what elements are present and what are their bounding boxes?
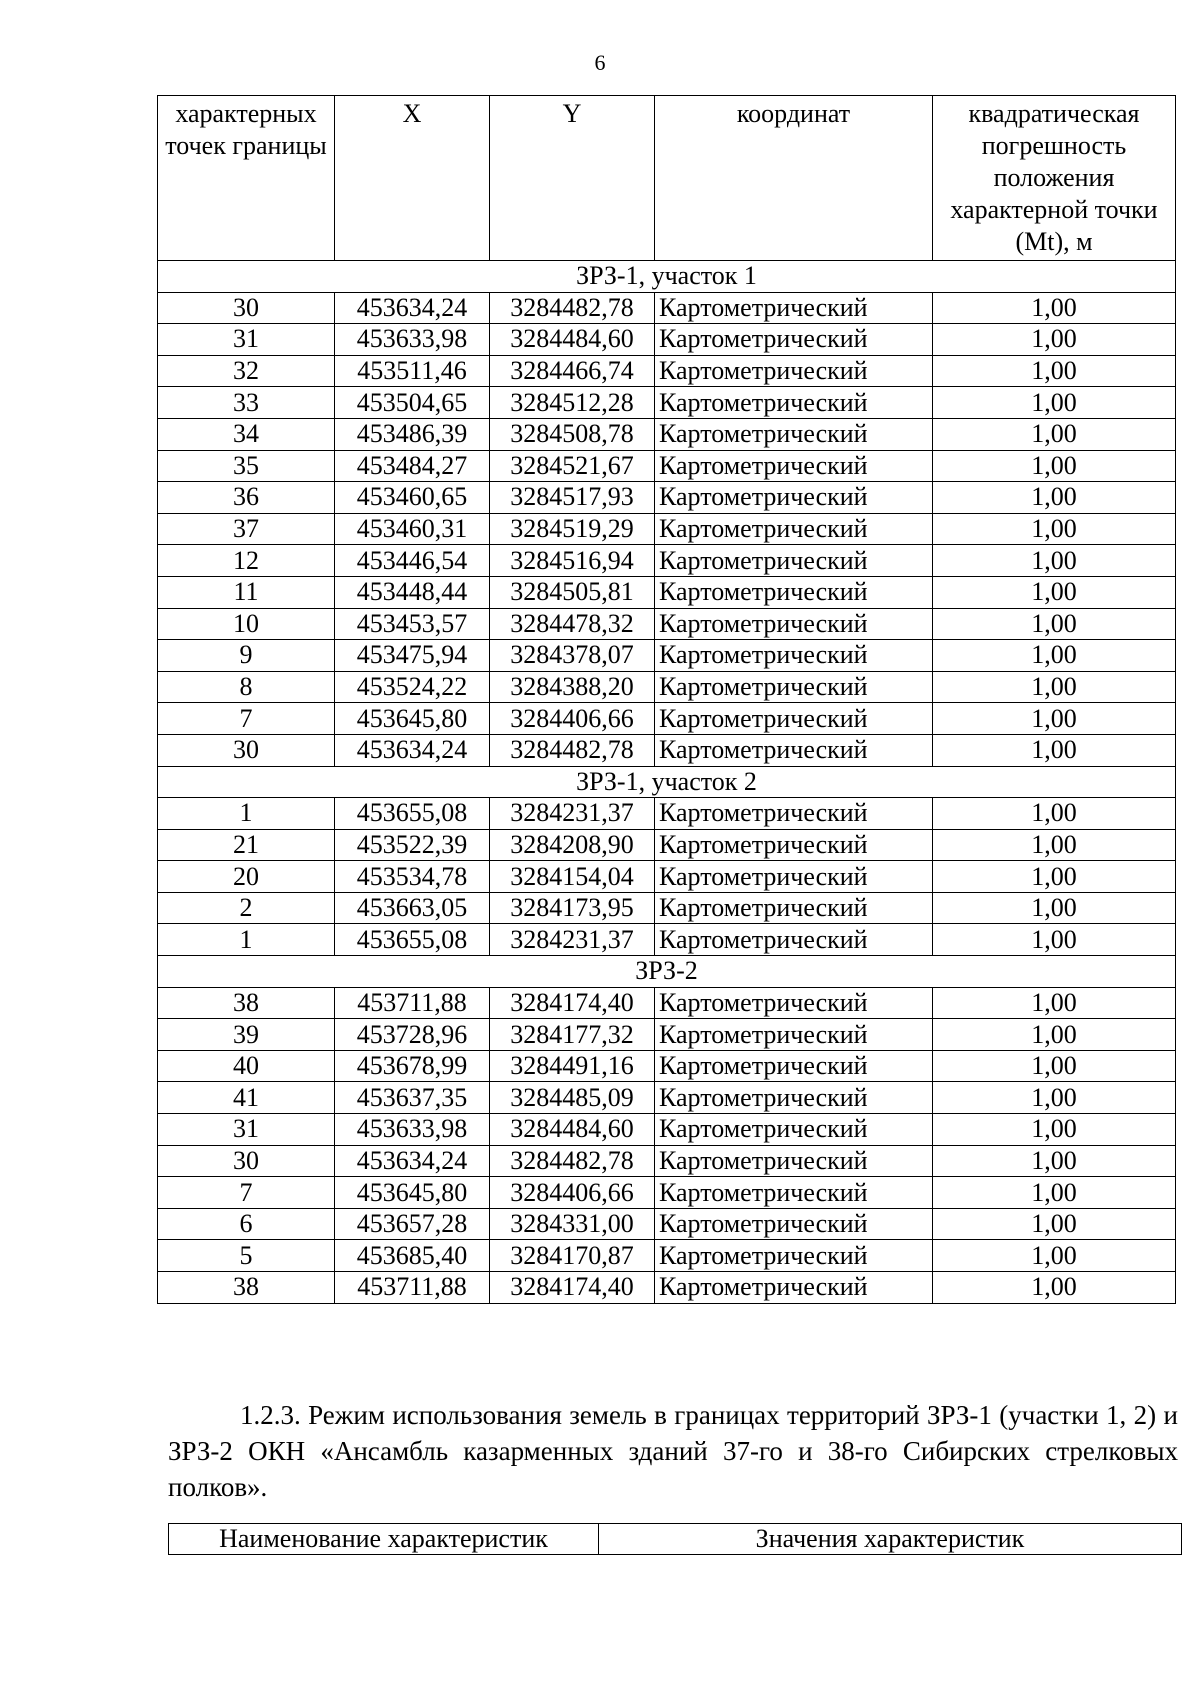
point-number-cell: 1 [158,798,335,830]
method-cell: Картометрический [655,734,933,766]
method-cell: Картометрический [655,987,933,1019]
method-cell: Картометрический [655,1114,933,1146]
method-cell: Картометрический [655,640,933,672]
point-number-cell: 30 [158,292,335,324]
method-cell: Картометрический [655,545,933,577]
y-cell: 3284482,78 [490,292,655,324]
table-row [158,703,1176,735]
y-cell: 3284478,32 [490,608,655,640]
error-cell: 1,00 [933,640,1176,672]
point-number-cell: 37 [158,513,335,545]
y-cell: 3284331,00 [490,1208,655,1240]
y-cell: 3284177,32 [490,1019,655,1051]
table-row [158,1050,1176,1082]
y-cell: 3284512,28 [490,387,655,419]
x-cell: 453637,35 [335,1082,490,1114]
error-cell: 1,00 [933,387,1176,419]
table-row [158,355,1176,387]
error-cell: 1,00 [933,1114,1176,1146]
y-cell: 3284508,78 [490,418,655,450]
method-cell: Картометрический [655,1208,933,1240]
page-number: 6 [594,50,606,75]
method-cell: Картометрический [655,418,933,450]
table-row [158,482,1176,514]
x-cell: 453711,88 [335,987,490,1019]
characteristics-table [168,1523,1182,1555]
method-cell: Картометрический [655,355,933,387]
method-cell: Картометрический [655,292,933,324]
error-cell: 1,00 [933,1240,1176,1272]
point-number-cell: 12 [158,545,335,577]
error-cell: 1,00 [933,450,1176,482]
method-cell: Картометрический [655,608,933,640]
y-cell: 3284231,37 [490,798,655,830]
error-cell: 1,00 [933,292,1176,324]
x-cell: 453511,46 [335,355,490,387]
y-cell: 3284491,16 [490,1050,655,1082]
x-cell: 453634,24 [335,734,490,766]
table-row [158,640,1176,672]
method-cell: Картометрический [655,924,933,956]
method-cell: Картометрический [655,513,933,545]
table-row [158,387,1176,419]
x-cell: 453655,08 [335,924,490,956]
point-number-cell: 21 [158,829,335,861]
section-title: ЗРЗ-1, участок 2 [158,766,1176,798]
point-number-cell: 38 [158,1272,335,1304]
point-number-cell: 5 [158,1240,335,1272]
point-number-cell: 32 [158,355,335,387]
point-number-cell: 7 [158,1177,335,1209]
x-cell: 453634,24 [335,1145,490,1177]
table-row [158,1114,1176,1146]
y-cell: 3284521,67 [490,450,655,482]
error-cell: 1,00 [933,924,1176,956]
y-cell: 3284519,29 [490,513,655,545]
error-cell: 1,00 [933,513,1176,545]
table-row [158,734,1176,766]
error-cell: 1,00 [933,1145,1176,1177]
y-cell: 3284484,60 [490,324,655,356]
x-cell: 453728,96 [335,1019,490,1051]
point-number-cell: 30 [158,734,335,766]
method-cell: Картометрический [655,861,933,893]
error-cell: 1,00 [933,734,1176,766]
error-cell: 1,00 [933,987,1176,1019]
point-number-cell: 7 [158,703,335,735]
x-cell: 453657,28 [335,1208,490,1240]
error-cell: 1,00 [933,355,1176,387]
y-cell: 3284505,81 [490,576,655,608]
header-characteristic-value: Значения характеристик [599,1524,1182,1555]
x-cell: 453448,44 [335,576,490,608]
x-cell: 453534,78 [335,861,490,893]
error-cell: 1,00 [933,861,1176,893]
table-row [158,576,1176,608]
point-number-cell: 39 [158,1019,335,1051]
method-cell: Картометрический [655,1082,933,1114]
table-row [158,513,1176,545]
y-cell: 3284482,78 [490,734,655,766]
error-cell: 1,00 [933,671,1176,703]
header-y: Y [490,96,655,261]
point-number-cell: 2 [158,892,335,924]
y-cell: 3284484,60 [490,1114,655,1146]
table-row [158,829,1176,861]
table-row [158,608,1176,640]
table-row [158,292,1176,324]
table-row [158,324,1176,356]
section-title: ЗРЗ-2 [158,956,1176,988]
point-number-cell: 31 [158,324,335,356]
table-row [158,924,1176,956]
method-cell: Картометрический [655,576,933,608]
x-cell: 453486,39 [335,418,490,450]
method-cell: Картометрический [655,450,933,482]
table-row [158,1208,1176,1240]
method-cell: Картометрический [655,1145,933,1177]
method-cell: Картометрический [655,1177,933,1209]
x-cell: 453475,94 [335,640,490,672]
x-cell: 453663,05 [335,892,490,924]
method-cell: Картометрический [655,892,933,924]
x-cell: 453504,65 [335,387,490,419]
section-paragraph: 1.2.3. Режим использования земель в границах территорий ЗРЗ-1 (участки 1, 2) и ЗРЗ-2 ОКН «Ансамбль казарменных зданий 37-го и 38-го Сибирских стрелковых полков». [168,1400,1178,1502]
point-number-cell: 38 [158,987,335,1019]
error-cell: 1,00 [933,545,1176,577]
method-cell: Картометрический [655,1272,933,1304]
x-cell: 453655,08 [335,798,490,830]
table-row [158,1082,1176,1114]
x-cell: 453633,98 [335,1114,490,1146]
y-cell: 3284173,95 [490,892,655,924]
section-row [158,766,1176,798]
section-title: ЗРЗ-1, участок 1 [158,261,1176,293]
point-number-cell: 9 [158,640,335,672]
method-cell: Картометрический [655,829,933,861]
characteristics-header-row [169,1524,1182,1555]
table-row [158,1272,1176,1304]
point-number-cell: 8 [158,671,335,703]
y-cell: 3284174,40 [490,987,655,1019]
point-number-cell: 40 [158,1050,335,1082]
table-header-row [158,96,1176,261]
x-cell: 453484,27 [335,450,490,482]
method-cell: Картометрический [655,798,933,830]
x-cell: 453522,39 [335,829,490,861]
point-number-cell: 20 [158,861,335,893]
section-row [158,956,1176,988]
method-cell: Картометрический [655,1240,933,1272]
x-cell: 453685,40 [335,1240,490,1272]
point-number-cell: 11 [158,576,335,608]
error-cell: 1,00 [933,1177,1176,1209]
error-cell: 1,00 [933,892,1176,924]
y-cell: 3284231,37 [490,924,655,956]
table-row [158,861,1176,893]
error-cell: 1,00 [933,1019,1176,1051]
coordinates-table [157,95,1176,1304]
point-number-cell: 6 [158,1208,335,1240]
error-cell: 1,00 [933,703,1176,735]
point-number-cell: 35 [158,450,335,482]
table-row [158,1019,1176,1051]
point-number-cell: 36 [158,482,335,514]
error-cell: 1,00 [933,576,1176,608]
header-method: координат [655,96,933,261]
table-row [158,892,1176,924]
error-cell: 1,00 [933,829,1176,861]
error-cell: 1,00 [933,418,1176,450]
x-cell: 453453,57 [335,608,490,640]
y-cell: 3284485,09 [490,1082,655,1114]
method-cell: Картометрический [655,324,933,356]
y-cell: 3284516,94 [490,545,655,577]
table-row [158,798,1176,830]
header-characteristic-name: Наименование характеристик [169,1524,599,1555]
error-cell: 1,00 [933,1050,1176,1082]
header-point-number: характерных точек границы [158,96,335,261]
error-cell: 1,00 [933,1208,1176,1240]
method-cell: Картометрический [655,482,933,514]
x-cell: 453678,99 [335,1050,490,1082]
y-cell: 3284208,90 [490,829,655,861]
error-cell: 1,00 [933,1272,1176,1304]
section-row [158,261,1176,293]
error-cell: 1,00 [933,482,1176,514]
table-row [158,418,1176,450]
point-number-cell: 41 [158,1082,335,1114]
coordinates-table-body [158,261,1176,1304]
point-number-cell: 1 [158,924,335,956]
y-cell: 3284170,87 [490,1240,655,1272]
table-row [158,671,1176,703]
point-number-cell: 34 [158,418,335,450]
table-row [158,1145,1176,1177]
x-cell: 453460,65 [335,482,490,514]
table-row [158,545,1176,577]
method-cell: Картометрический [655,671,933,703]
error-cell: 1,00 [933,324,1176,356]
header-error: квадратическая погрешность положения характерной точки (Mt), м [933,96,1176,261]
table-row [158,1177,1176,1209]
y-cell: 3284154,04 [490,861,655,893]
x-cell: 453645,80 [335,1177,490,1209]
table-row [158,987,1176,1019]
y-cell: 3284466,74 [490,355,655,387]
method-cell: Картометрический [655,703,933,735]
x-cell: 453524,22 [335,671,490,703]
header-x: X [335,96,490,261]
x-cell: 453711,88 [335,1272,490,1304]
y-cell: 3284517,93 [490,482,655,514]
y-cell: 3284388,20 [490,671,655,703]
x-cell: 453645,80 [335,703,490,735]
table-row [158,450,1176,482]
point-number-cell: 30 [158,1145,335,1177]
error-cell: 1,00 [933,608,1176,640]
x-cell: 453446,54 [335,545,490,577]
method-cell: Картометрический [655,1019,933,1051]
error-cell: 1,00 [933,798,1176,830]
error-cell: 1,00 [933,1082,1176,1114]
table-row [158,1240,1176,1272]
y-cell: 3284482,78 [490,1145,655,1177]
y-cell: 3284406,66 [490,703,655,735]
x-cell: 453633,98 [335,324,490,356]
point-number-cell: 31 [158,1114,335,1146]
y-cell: 3284406,66 [490,1177,655,1209]
y-cell: 3284174,40 [490,1272,655,1304]
method-cell: Картометрический [655,387,933,419]
method-cell: Картометрический [655,1050,933,1082]
y-cell: 3284378,07 [490,640,655,672]
x-cell: 453460,31 [335,513,490,545]
point-number-cell: 10 [158,608,335,640]
point-number-cell: 33 [158,387,335,419]
x-cell: 453634,24 [335,292,490,324]
